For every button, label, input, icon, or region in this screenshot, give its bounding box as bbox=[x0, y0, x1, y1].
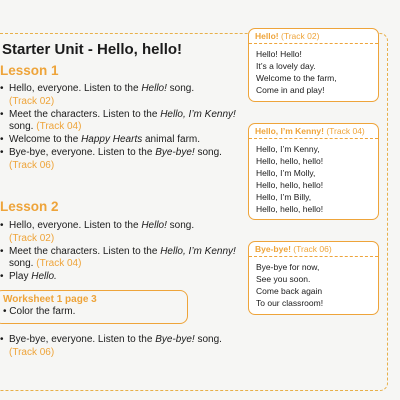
lesson-2-list bbox=[0, 220, 240, 284]
list-item: • Play Hello. bbox=[0, 271, 240, 284]
worksheet-item: • Color the farm. bbox=[3, 306, 75, 317]
list-item: • Bye-bye, everyone. Listen to the Bye-bye! song. (Track 06) bbox=[0, 147, 240, 173]
list-item: • Meet the characters. Listen to the Hello, I’m Kenny! song. (Track 04) bbox=[0, 246, 240, 272]
song-lyrics: Bye-bye for now, See you soon. Come back again To our classroom! bbox=[256, 262, 324, 308]
song-lyrics: Hello! Hello! It’s a lovely day. Welcome to the farm, Come in and play! bbox=[256, 49, 337, 95]
song-box-kenny bbox=[248, 123, 379, 220]
list-item: • Hello, everyone. Listen to the Hello! song. (Track 02) bbox=[0, 83, 240, 109]
song-box-hello bbox=[248, 28, 379, 102]
lesson-1-title: Lesson 1 bbox=[0, 63, 59, 78]
list-item: • Meet the characters. Listen to the Hello, I’m Kenny! song. (Track 04) bbox=[0, 109, 240, 135]
song-box-bye-bye bbox=[248, 241, 379, 315]
lesson-1-list bbox=[0, 83, 240, 173]
song-header: Bye-bye! (Track 06) bbox=[249, 242, 378, 257]
list-item: • Welcome to the Happy Hearts animal farm. bbox=[0, 134, 240, 147]
worksheet-box bbox=[0, 290, 188, 324]
worksheet-title: Worksheet 1 page 3 bbox=[3, 294, 97, 305]
song-header: Hello! (Track 02) bbox=[249, 29, 378, 44]
list-item: • Bye-bye, everyone. Listen to the Bye-bye! song. (Track 06) bbox=[0, 334, 240, 360]
list-item: • Hello, everyone. Listen to the Hello! song. (Track 02) bbox=[0, 220, 240, 246]
page-title: Starter Unit - Hello, hello! bbox=[2, 41, 183, 58]
song-lyrics: Hello, I’m Kenny, Hello, hello, hello! Hello, I’m Molly, Hello, hello, hello! Hello, I’m Billy, Hello, hello, hello! bbox=[256, 144, 324, 214]
song-header: Hello, I’m Kenny! (Track 04) bbox=[249, 124, 378, 139]
lesson-2-title: Lesson 2 bbox=[0, 199, 59, 214]
closing-list bbox=[0, 334, 240, 360]
